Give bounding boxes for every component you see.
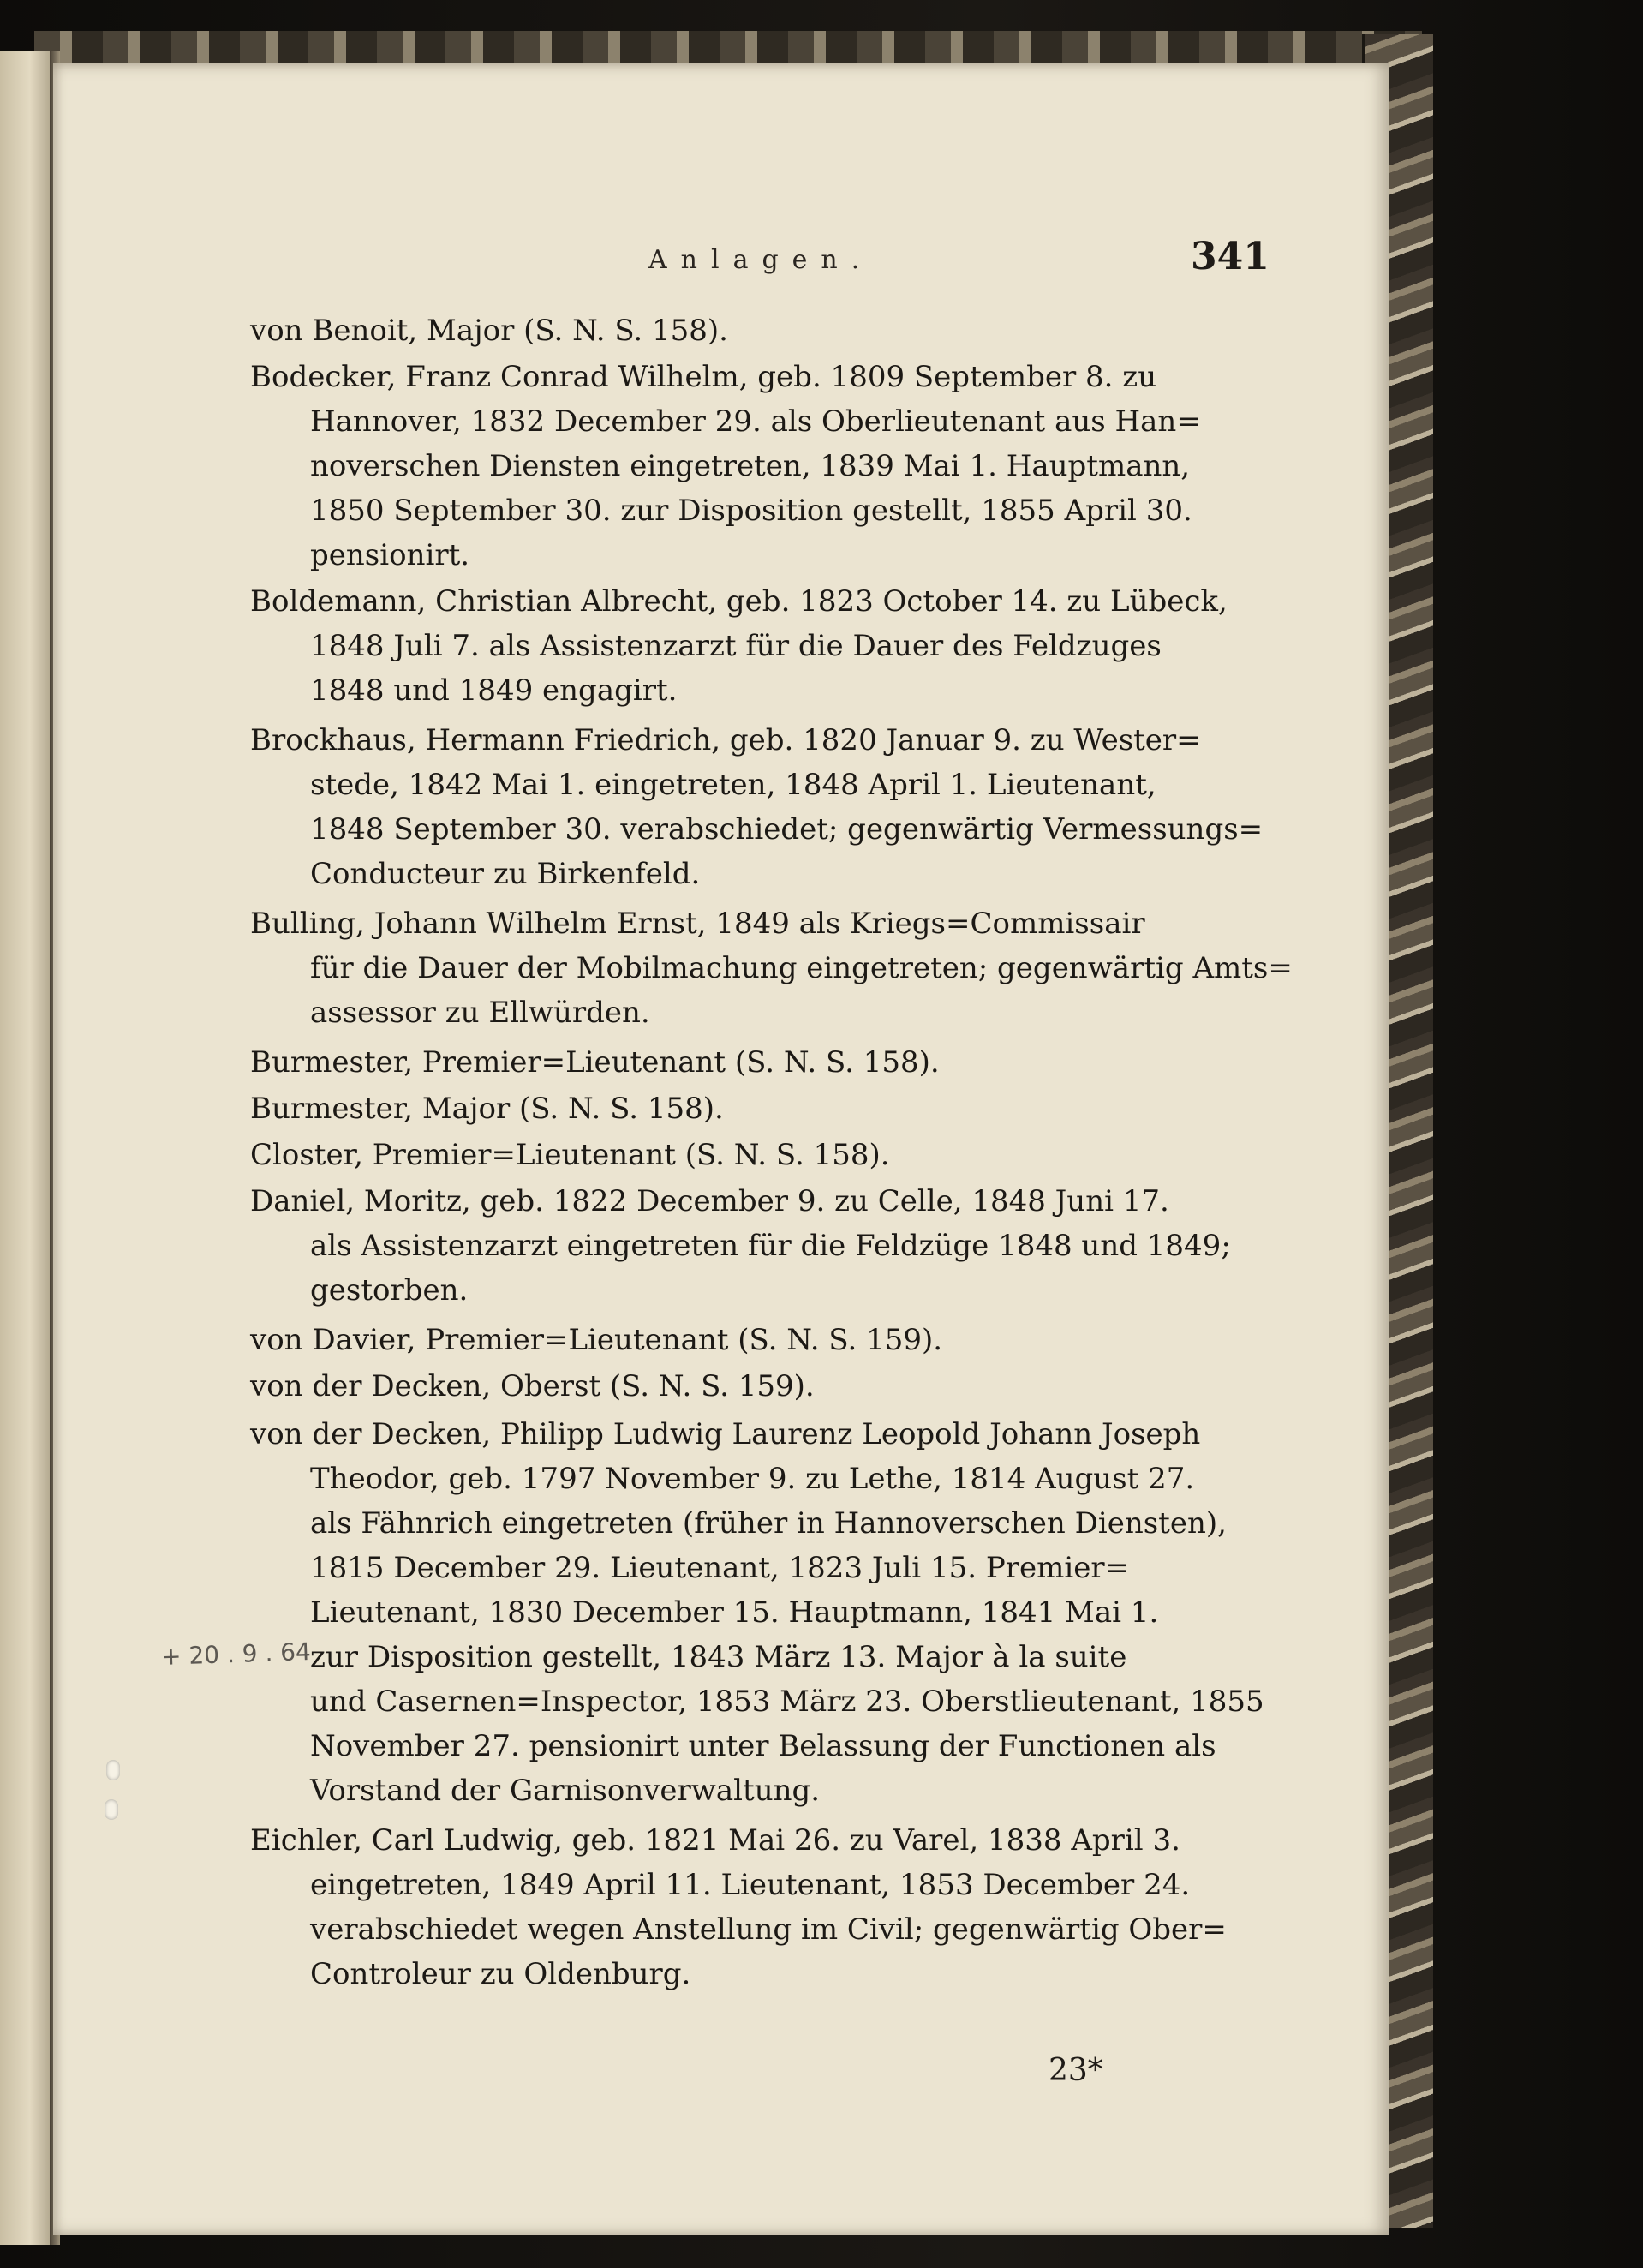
entry-line: Conducteur zu Birkenfeld. (310, 857, 701, 891)
entry-line: als Fähnrich eingetreten (früher in Hannoverschen Diensten), (310, 1506, 1227, 1541)
running-head: Anlagen. (648, 245, 874, 275)
entry-line: Burmester, Premier=Lieutenant (S. N. S. 158). (250, 1045, 940, 1080)
entry-line: Closter, Premier=Lieutenant (S. N. S. 158). (250, 1138, 890, 1172)
entry-line: assessor zu Ellwürden. (310, 996, 650, 1030)
entry-line: Bodecker, Franz Conrad Wilhelm, geb. 1809 September 8. zu (250, 360, 1157, 394)
top-cover-edge (34, 31, 1422, 67)
entry-line: gestorben. (310, 1273, 469, 1308)
entry-line: von der Decken, Oberst (S. N. S. 159). (250, 1369, 815, 1403)
binding-hole (105, 1799, 118, 1820)
binding-hole (106, 1760, 120, 1780)
entry-line: 1848 und 1849 engagirt. (310, 673, 678, 708)
entry-line: November 27. pensionirt unter Belassung der Functionen als (310, 1729, 1216, 1763)
entry-line: Boldemann, Christian Albrecht, geb. 1823 October 14. zu Lübeck, (250, 584, 1228, 619)
entry-line: Controleur zu Oldenburg. (310, 1957, 691, 1991)
book-page (53, 63, 1389, 2235)
entry-line: als Assistenzarzt eingetreten für die Feldzüge 1848 und 1849; (310, 1229, 1231, 1263)
entry-line: Daniel, Moritz, geb. 1822 December 9. zu Celle, 1848 Juni 17. (250, 1184, 1169, 1218)
entry-line: Hannover, 1832 December 29. als Oberlieutenant aus Han= (310, 404, 1201, 439)
entry-line: von der Decken, Philipp Ludwig Laurenz Leopold Johann Joseph (250, 1417, 1201, 1451)
pencil-margin-note: + 20 . 9 . 64 (160, 1637, 312, 1672)
entry-line: von Davier, Premier=Lieutenant (S. N. S. 159). (250, 1323, 943, 1357)
entry-line: eingetreten, 1849 April 11. Lieutenant, 1853 December 24. (310, 1868, 1191, 1902)
entry-line: stede, 1842 Mai 1. eingetreten, 1848 April 1. Lieutenant, (310, 768, 1156, 802)
entry-line: zur Disposition gestellt, 1843 März 13. Major à la suite (310, 1640, 1127, 1674)
entry-line: 1850 September 30. zur Disposition gestellt, 1855 April 30. (310, 494, 1192, 528)
entry-line: Bulling, Johann Wilhelm Ernst, 1849 als Kriegs=Commissair (250, 907, 1145, 941)
entry-line: Burmester, Major (S. N. S. 158). (250, 1092, 724, 1126)
entry-line: von Benoit, Major (S. N. S. 158). (250, 314, 728, 348)
entry-line: 1848 September 30. verabschiedet; gegenwärtig Vermessungs= (310, 812, 1264, 847)
entry-line: verabschiedet wegen Anstellung im Civil; gegenwärtig Ober= (310, 1912, 1227, 1947)
signature-mark: 23* (1049, 2053, 1103, 2088)
entry-line: pensionirt. (310, 538, 470, 572)
entry-line: Vorstand der Garnisonverwaltung. (310, 1774, 821, 1808)
entry-line: noverschen Diensten eingetreten, 1839 Mai 1. Hauptmann, (310, 449, 1191, 483)
entry-line: Theodor, geb. 1797 November 9. zu Lethe, 1814 August 27. (310, 1462, 1195, 1496)
page-number: 341 (1191, 235, 1270, 278)
entry-line: Brockhaus, Hermann Friedrich, geb. 1820 Januar 9. zu Wester= (250, 723, 1201, 757)
entry-line: für die Dauer der Mobilmachung eingetreten; gegenwärtig Amts= (310, 951, 1293, 985)
entry-line: 1848 Juli 7. als Assistenzarzt für die Dauer des Feldzuges (310, 629, 1162, 663)
left-page-edge (0, 51, 53, 2245)
entry-line: Eichler, Carl Ludwig, geb. 1821 Mai 26. zu Varel, 1838 April 3. (250, 1823, 1180, 1858)
entry-line: und Casernen=Inspector, 1853 März 23. Oberstlieutenant, 1855 (310, 1685, 1264, 1719)
entry-line: 1815 December 29. Lieutenant, 1823 Juli 15. Premier= (310, 1551, 1130, 1585)
entry-line: Lieutenant, 1830 December 15. Hauptmann, 1841 Mai 1. (310, 1595, 1159, 1630)
